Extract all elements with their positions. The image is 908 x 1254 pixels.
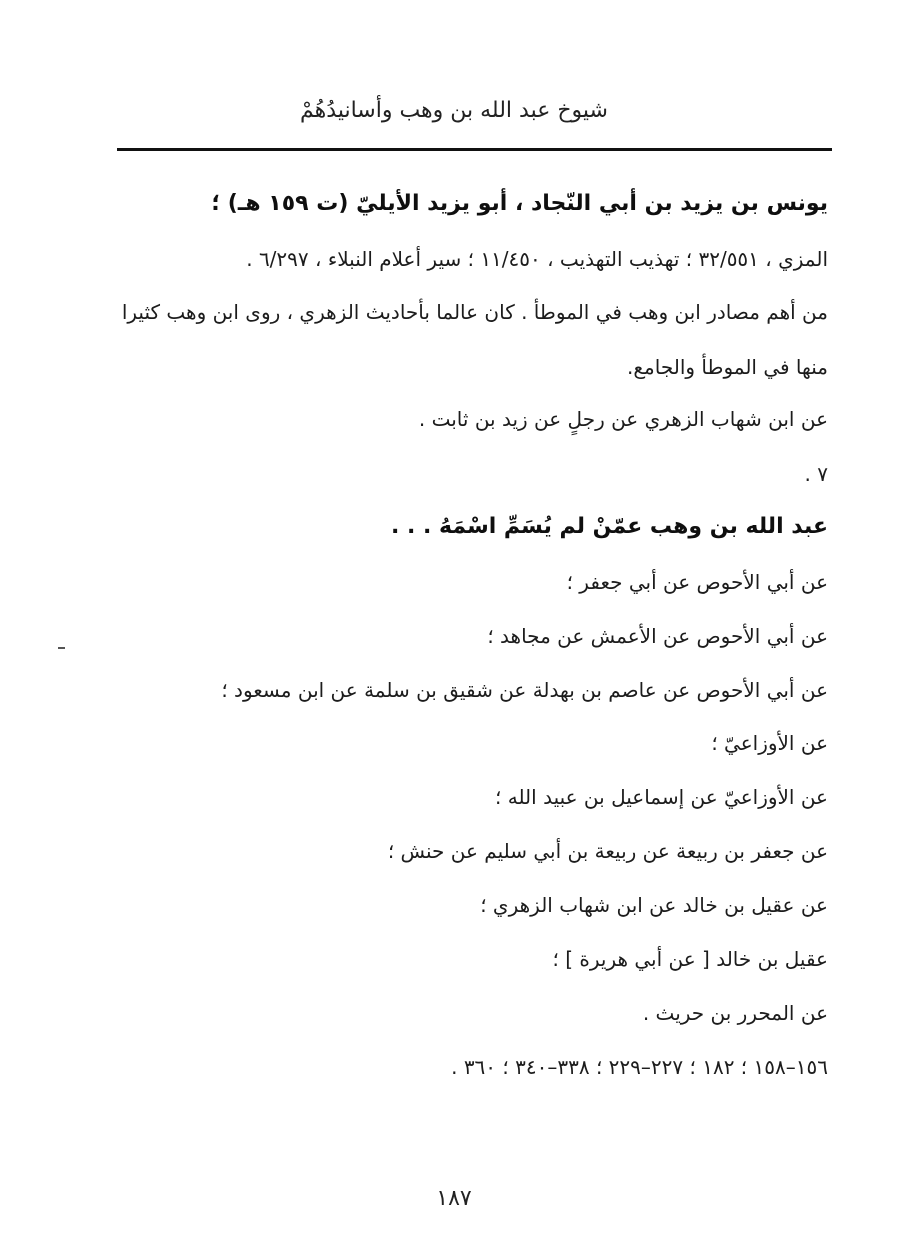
- entry-description-line-2: منها في الموطأ والجامع.: [627, 355, 828, 379]
- entry-description-line-1: من أهم مصادر ابن وهب في الموطأ . كان عالما بأحاديث الزهري ، روى ابن وهب كثيرا: [121, 300, 828, 324]
- entry-sources: المزي ، ٣٢/٥٥١ ؛ تهذيب التهذيب ، ١١/٤٥٠ ؛ سير أعلام النبلاء ، ٦/٢٩٧ .: [246, 247, 828, 271]
- chain-line: عن أبي الأحوص عن الأعمش عن مجاهد ؛: [487, 624, 828, 648]
- chain-line: عن جعفر بن ربيعة عن ربيعة بن أبي سليم عن حنش ؛: [387, 839, 828, 863]
- chain-line: عن الأوزاعيّ ؛: [711, 731, 828, 755]
- chain-line: عن عقيل بن خالد عن ابن شهاب الزهري ؛: [480, 893, 828, 917]
- header-rule: [117, 148, 832, 151]
- page-references: ١٥٦–١٥٨ ؛ ١٨٢ ؛ ٢٢٧–٢٢٩ ؛ ٣٣٨–٣٤٠ ؛ ٣٦٠ .: [451, 1055, 828, 1079]
- scan-mark: [58, 647, 65, 649]
- chain-line: عن أبي الأحوص عن أبي جعفر ؛: [566, 570, 828, 594]
- running-head: شيوخ عبد الله بن وهب وأسانيدُهُمْ: [300, 98, 608, 123]
- entry-heading-unnamed: عبد الله بن وهب عمّنْ لم يُسَمِّ اسْمَهُ . . .: [390, 514, 828, 539]
- chain-line: عن الأوزاعيّ عن إسماعيل بن عبيد الله ؛: [495, 785, 828, 809]
- chain-line: عقيل بن خالد [ عن أبي هريرة ] ؛: [552, 947, 828, 971]
- entry-heading-yunus: يونس بن يزيد بن أبي النّجاد ، أبو يزيد الأيليّ (ت ١٥٩ هـ) ؛: [211, 191, 828, 216]
- section-number: ٧ .: [804, 462, 828, 486]
- chain-line: عن أبي الأحوص عن عاصم بن بهدلة عن شقيق بن سلمة عن ابن مسعود ؛: [221, 678, 828, 702]
- entry-chain: عن ابن شهاب الزهري عن رجلٍ عن زيد بن ثابت .: [418, 407, 828, 431]
- page-number: ١٨٧: [436, 1186, 472, 1211]
- chain-line: عن المحرر بن حريث .: [642, 1001, 828, 1025]
